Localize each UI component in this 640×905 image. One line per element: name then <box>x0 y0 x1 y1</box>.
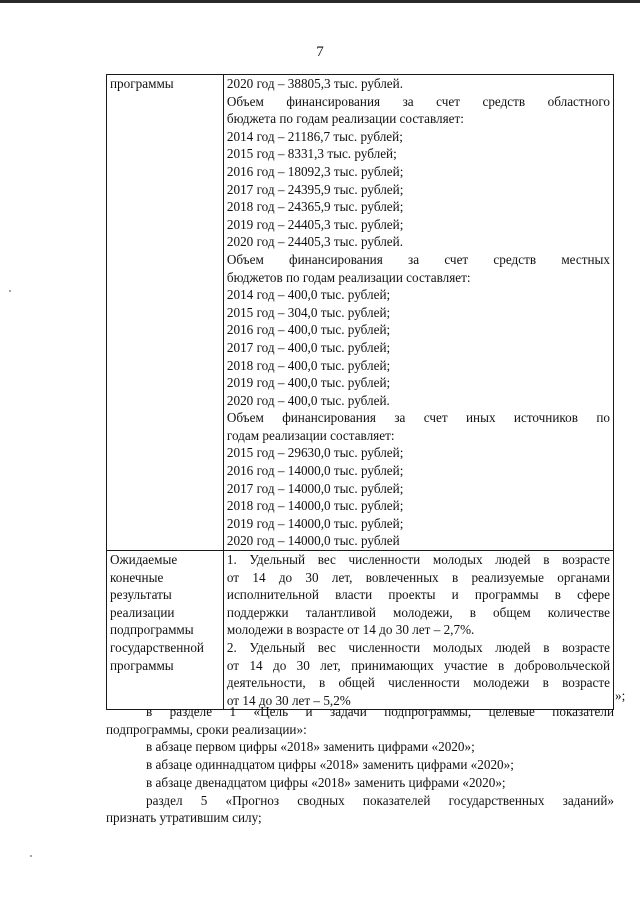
financing-line: 2018 год – 14000,0 тыс. рублей; <box>226 498 404 514</box>
closing-quote-mark: »; <box>615 688 626 703</box>
results-line: поддержки талантливой молодежи, в общем количестве <box>226 604 610 620</box>
financing-line: годам реализации составляет: <box>226 427 395 443</box>
results-line: деятельности, в общей численности молодежи в возрасте <box>226 675 610 691</box>
results-label-line: государственной <box>110 640 204 655</box>
financing-line: 2020 год – 24405,3 тыс. рублей. <box>226 234 403 250</box>
financing-line: 2018 год – 400,0 тыс. рублей; <box>226 357 391 373</box>
results-line: 1. Удельный вес численности молодых людей в возрасте <box>226 552 610 568</box>
results-line: исполнительной власти проекты и программы в сфере <box>226 587 610 603</box>
paragraph-section1: в разделе 1 «Цель и задачи подпрограммы, целевые показатели <box>146 704 614 719</box>
scan-speck <box>9 290 11 292</box>
results-label-line: результаты <box>110 587 172 603</box>
financing-line: 2019 год – 14000,0 тыс. рублей; <box>226 515 404 531</box>
program-passport-table <box>106 74 614 710</box>
results-label-line: программы <box>110 657 174 673</box>
financing-line: 2014 год – 21186,7 тыс. рублей; <box>226 128 403 144</box>
results-line: от 14 до 30 лет – 5,2% <box>226 692 351 708</box>
table-row-expected-results <box>107 551 614 710</box>
financing-line: 2015 год – 304,0 тыс. рублей; <box>226 304 391 320</box>
financing-line: 2017 год – 400,0 тыс. рублей; <box>226 339 391 355</box>
financing-line: 2019 год – 400,0 тыс. рублей; <box>226 375 391 391</box>
financing-line: Объем финансирования за счет иных источников по <box>226 410 610 426</box>
results-label-line: реализации <box>110 604 175 620</box>
results-line: 2. Удельный вес численности молодых людей в возрасте <box>226 640 610 655</box>
financing-line: бюджета по годам реализации составляет: <box>226 111 464 127</box>
paragraph-twelfth-clause: в абзаце двенадцатом цифры «2018» заменить цифрами «2020»; <box>146 774 506 790</box>
results-cell <box>223 551 613 710</box>
results-line: от 14 до 30 лет, принимающих участие в добровольческой <box>226 657 610 673</box>
financing-line: бюджетов по годам реализации составляет: <box>226 269 471 285</box>
paragraph-section1-cont: подпрограммы, сроки реализации»: <box>106 721 307 737</box>
page-number: 7 <box>316 44 324 60</box>
financing-line: 2020 год – 14000,0 тыс. рублей <box>226 533 400 549</box>
amendment-text <box>106 703 614 827</box>
results-label-line: конечные <box>110 569 164 585</box>
financing-line: 2020 год – 38805,3 тыс. рублей. <box>226 76 403 91</box>
financing-line: 2016 год – 400,0 тыс. рублей; <box>226 322 391 338</box>
financing-line: 2017 год – 24395,9 тыс. рублей; <box>226 181 404 197</box>
financing-line: Объем финансирования за счет средств местных <box>226 251 610 267</box>
financing-line: Объем финансирования за счет средств областного <box>226 93 610 109</box>
paragraph-section5: раздел 5 «Прогноз сводных показателей государственных заданий» <box>146 792 614 808</box>
financing-line: 2016 год – 18092,3 тыс. рублей; <box>226 163 404 179</box>
financing-line: 2019 год – 24405,3 тыс. рублей; <box>226 216 404 232</box>
financing-line: 2017 год – 14000,0 тыс. рублей; <box>226 480 404 496</box>
paragraph-eleventh-clause: в абзаце одиннадцатом цифры «2018» заменить цифрами «2020»; <box>146 757 514 773</box>
scan-speck <box>30 855 32 857</box>
row-label-cell <box>107 75 224 551</box>
row-label: программы <box>110 76 174 91</box>
financing-line: 2015 год – 29630,0 тыс. рублей; <box>226 445 404 461</box>
financing-line: 2016 год – 14000,0 тыс. рублей; <box>226 463 404 479</box>
scan-top-edge <box>0 0 640 3</box>
paragraph-section5-cont: признать утратившим силу; <box>106 810 262 826</box>
paragraph-first-clause: в абзаце первом цифры «2018» заменить цифрами «2020»; <box>146 739 475 755</box>
results-label-cell <box>107 551 224 710</box>
results-label-line: подпрограммы <box>110 622 194 638</box>
results-line: молодежи в возрасте от 14 до 30 лет – 2,7%. <box>226 622 475 638</box>
financing-line: 2018 год – 24365,9 тыс. рублей; <box>226 199 404 215</box>
financing-line: 2020 год – 400,0 тыс. рублей. <box>226 392 390 408</box>
table-row-financing <box>107 75 614 551</box>
results-line: от 14 до 30 лет, вовлеченных в реализуемые органами <box>226 569 610 585</box>
financing-cell <box>223 75 613 551</box>
financing-line: 2014 год – 400,0 тыс. рублей; <box>226 287 391 303</box>
financing-line: 2015 год – 8331,3 тыс. рублей; <box>226 146 397 162</box>
results-label-line: Ожидаемые <box>110 552 178 568</box>
